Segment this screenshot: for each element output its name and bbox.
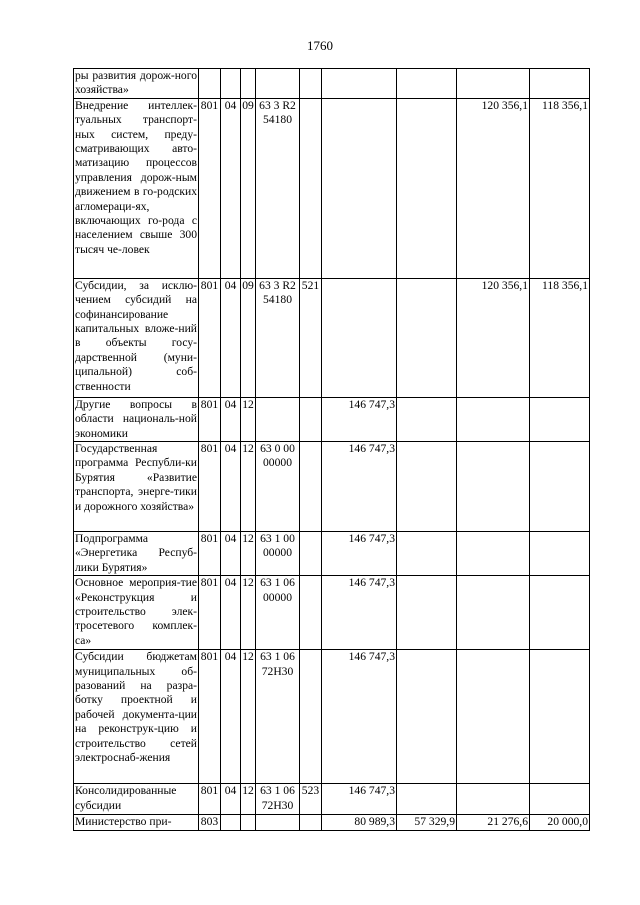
table-body	[74, 69, 590, 831]
subsection-code: 12	[241, 650, 256, 784]
sum-3	[457, 69, 530, 99]
expense-type-code	[300, 576, 322, 650]
sum-3	[457, 532, 530, 576]
sum-4	[530, 397, 590, 441]
row-name: Государственная программа Республи-ки Бурятия «Развитие транспорта, энерге-тики и дорожного хозяйства»	[74, 442, 199, 532]
subsection-code: 12	[241, 532, 256, 576]
expense-type-code: 521	[300, 278, 322, 397]
section-code	[221, 69, 241, 99]
table-row	[74, 784, 590, 815]
sum-2	[397, 278, 457, 397]
target-article-code	[256, 815, 300, 830]
subsection-code	[241, 815, 256, 830]
sum-1	[322, 98, 397, 278]
sum-1: 146 747,3	[322, 784, 397, 815]
sum-1	[322, 69, 397, 99]
expense-type-code	[300, 98, 322, 278]
sum-2	[397, 397, 457, 441]
page-number: 1760	[307, 38, 333, 53]
expense-type-code	[300, 650, 322, 784]
sum-3	[457, 397, 530, 441]
table-row	[74, 397, 590, 441]
target-article-code: 63 0 00 00000	[256, 442, 300, 532]
sum-2	[397, 98, 457, 278]
sum-4: 20 000,0	[530, 815, 590, 830]
section-code: 04	[221, 442, 241, 532]
row-name: Субсидии бюджетам муниципальных об-разований на разра-ботку проектной и рабочей документа-ции на реконструк-цию и строительство сетей электроснаб-жения	[74, 650, 199, 784]
sum-1: 146 747,3	[322, 650, 397, 784]
sum-2	[397, 784, 457, 815]
row-name: ры развития дорож-ного хозяйства»	[75, 69, 197, 97]
expense-type-code	[300, 69, 322, 99]
grbs-code: 801	[199, 650, 221, 784]
sum-3: 120 356,1	[457, 278, 530, 397]
sum-1: 146 747,3	[322, 397, 397, 441]
sum-1	[322, 278, 397, 397]
section-code: 04	[221, 650, 241, 784]
budget-table	[73, 68, 590, 831]
table-row	[74, 69, 590, 99]
subsection-code: 09	[241, 98, 256, 278]
sum-4	[530, 69, 590, 99]
subsection-code: 12	[241, 397, 256, 441]
sum-4	[530, 650, 590, 784]
target-article-code: 63 1 00 00000	[256, 532, 300, 576]
target-article-code: 63 1 06 72Н30	[256, 784, 300, 815]
grbs-code: 801	[199, 442, 221, 532]
expense-type-code: 523	[300, 784, 322, 815]
sum-2	[397, 532, 457, 576]
row-name: Внедрение интеллек-туальных транспорт-ных систем, преду-сматривающих авто-матизацию процессов управления дорож-ным движением в го-родских агломераци-ях, включающих го-рода с населением свыше 300 тысяч че-ловек	[74, 98, 199, 278]
section-code	[221, 815, 241, 830]
grbs-code: 801	[199, 397, 221, 441]
sum-2: 57 329,9	[397, 815, 457, 830]
sum-3: 21 276,6	[457, 815, 530, 830]
sum-1: 80 989,3	[322, 815, 397, 830]
grbs-code: 801	[199, 784, 221, 815]
grbs-code: 801	[199, 98, 221, 278]
sum-4	[530, 442, 590, 532]
sum-2	[397, 650, 457, 784]
subsection-code: 12	[241, 784, 256, 815]
sum-3	[457, 442, 530, 532]
sum-1: 146 747,3	[322, 442, 397, 532]
table-row	[74, 815, 590, 830]
sum-3	[457, 784, 530, 815]
table-row	[74, 532, 590, 576]
subsection-code: 09	[241, 278, 256, 397]
target-article-code: 63 1 06 00000	[256, 576, 300, 650]
sum-3	[457, 650, 530, 784]
target-article-code: 63 1 06 72Н30	[256, 650, 300, 784]
table-row	[74, 650, 590, 784]
expense-type-code	[300, 815, 322, 830]
sum-2	[397, 442, 457, 532]
sum-3	[457, 576, 530, 650]
row-name: Подпрограмма «Энергетика Респуб-лики Бурятия»	[75, 532, 197, 574]
sum-4: 118 356,1	[530, 98, 590, 278]
row-name: Министерство при-	[74, 815, 199, 830]
table-row	[74, 442, 590, 532]
table-row	[74, 576, 590, 650]
row-name: Другие вопросы в области националь-ной экономики	[75, 397, 197, 440]
table-row	[74, 278, 590, 397]
target-article-code: 63 3 R2 54180	[256, 98, 300, 278]
grbs-code: 803	[199, 815, 221, 830]
subsection-code: 12	[241, 576, 256, 650]
row-name: Основное мероприя-тие «Реконструкция и строительство элек-тросетевого комплек-са»	[74, 576, 199, 650]
sum-4	[530, 576, 590, 650]
section-code: 04	[221, 576, 241, 650]
sum-4: 118 356,1	[530, 278, 590, 397]
sum-2	[397, 576, 457, 650]
grbs-code: 801	[199, 278, 221, 397]
section-code: 04	[221, 397, 241, 441]
sum-4	[530, 532, 590, 576]
expense-type-code	[300, 397, 322, 441]
subsection-code	[241, 69, 256, 99]
expense-type-code	[300, 442, 322, 532]
grbs-code: 801	[199, 532, 221, 576]
section-code: 04	[221, 532, 241, 576]
target-article-code	[256, 397, 300, 441]
target-article-code: 63 3 R2 54180	[256, 278, 300, 397]
target-article-code	[256, 69, 300, 99]
sum-1: 146 747,3	[322, 576, 397, 650]
subsection-code: 12	[241, 442, 256, 532]
section-code: 04	[221, 784, 241, 815]
section-code: 04	[221, 98, 241, 278]
table-row	[74, 98, 590, 278]
grbs-code: 801	[199, 576, 221, 650]
row-name: Субсидии, за исклю-чением субсидий на софинансирование капитальных вложе-ний в объекты госу-дарственной (муни-ципальной) соб-ственности	[74, 278, 199, 397]
section-code: 04	[221, 278, 241, 397]
expense-type-code	[300, 532, 322, 576]
sum-4	[530, 784, 590, 815]
sum-3: 120 356,1	[457, 98, 530, 278]
grbs-code	[199, 69, 221, 99]
sum-2	[397, 69, 457, 99]
sum-1: 146 747,3	[322, 532, 397, 576]
row-name: Консолидированные субсидии	[74, 784, 199, 815]
